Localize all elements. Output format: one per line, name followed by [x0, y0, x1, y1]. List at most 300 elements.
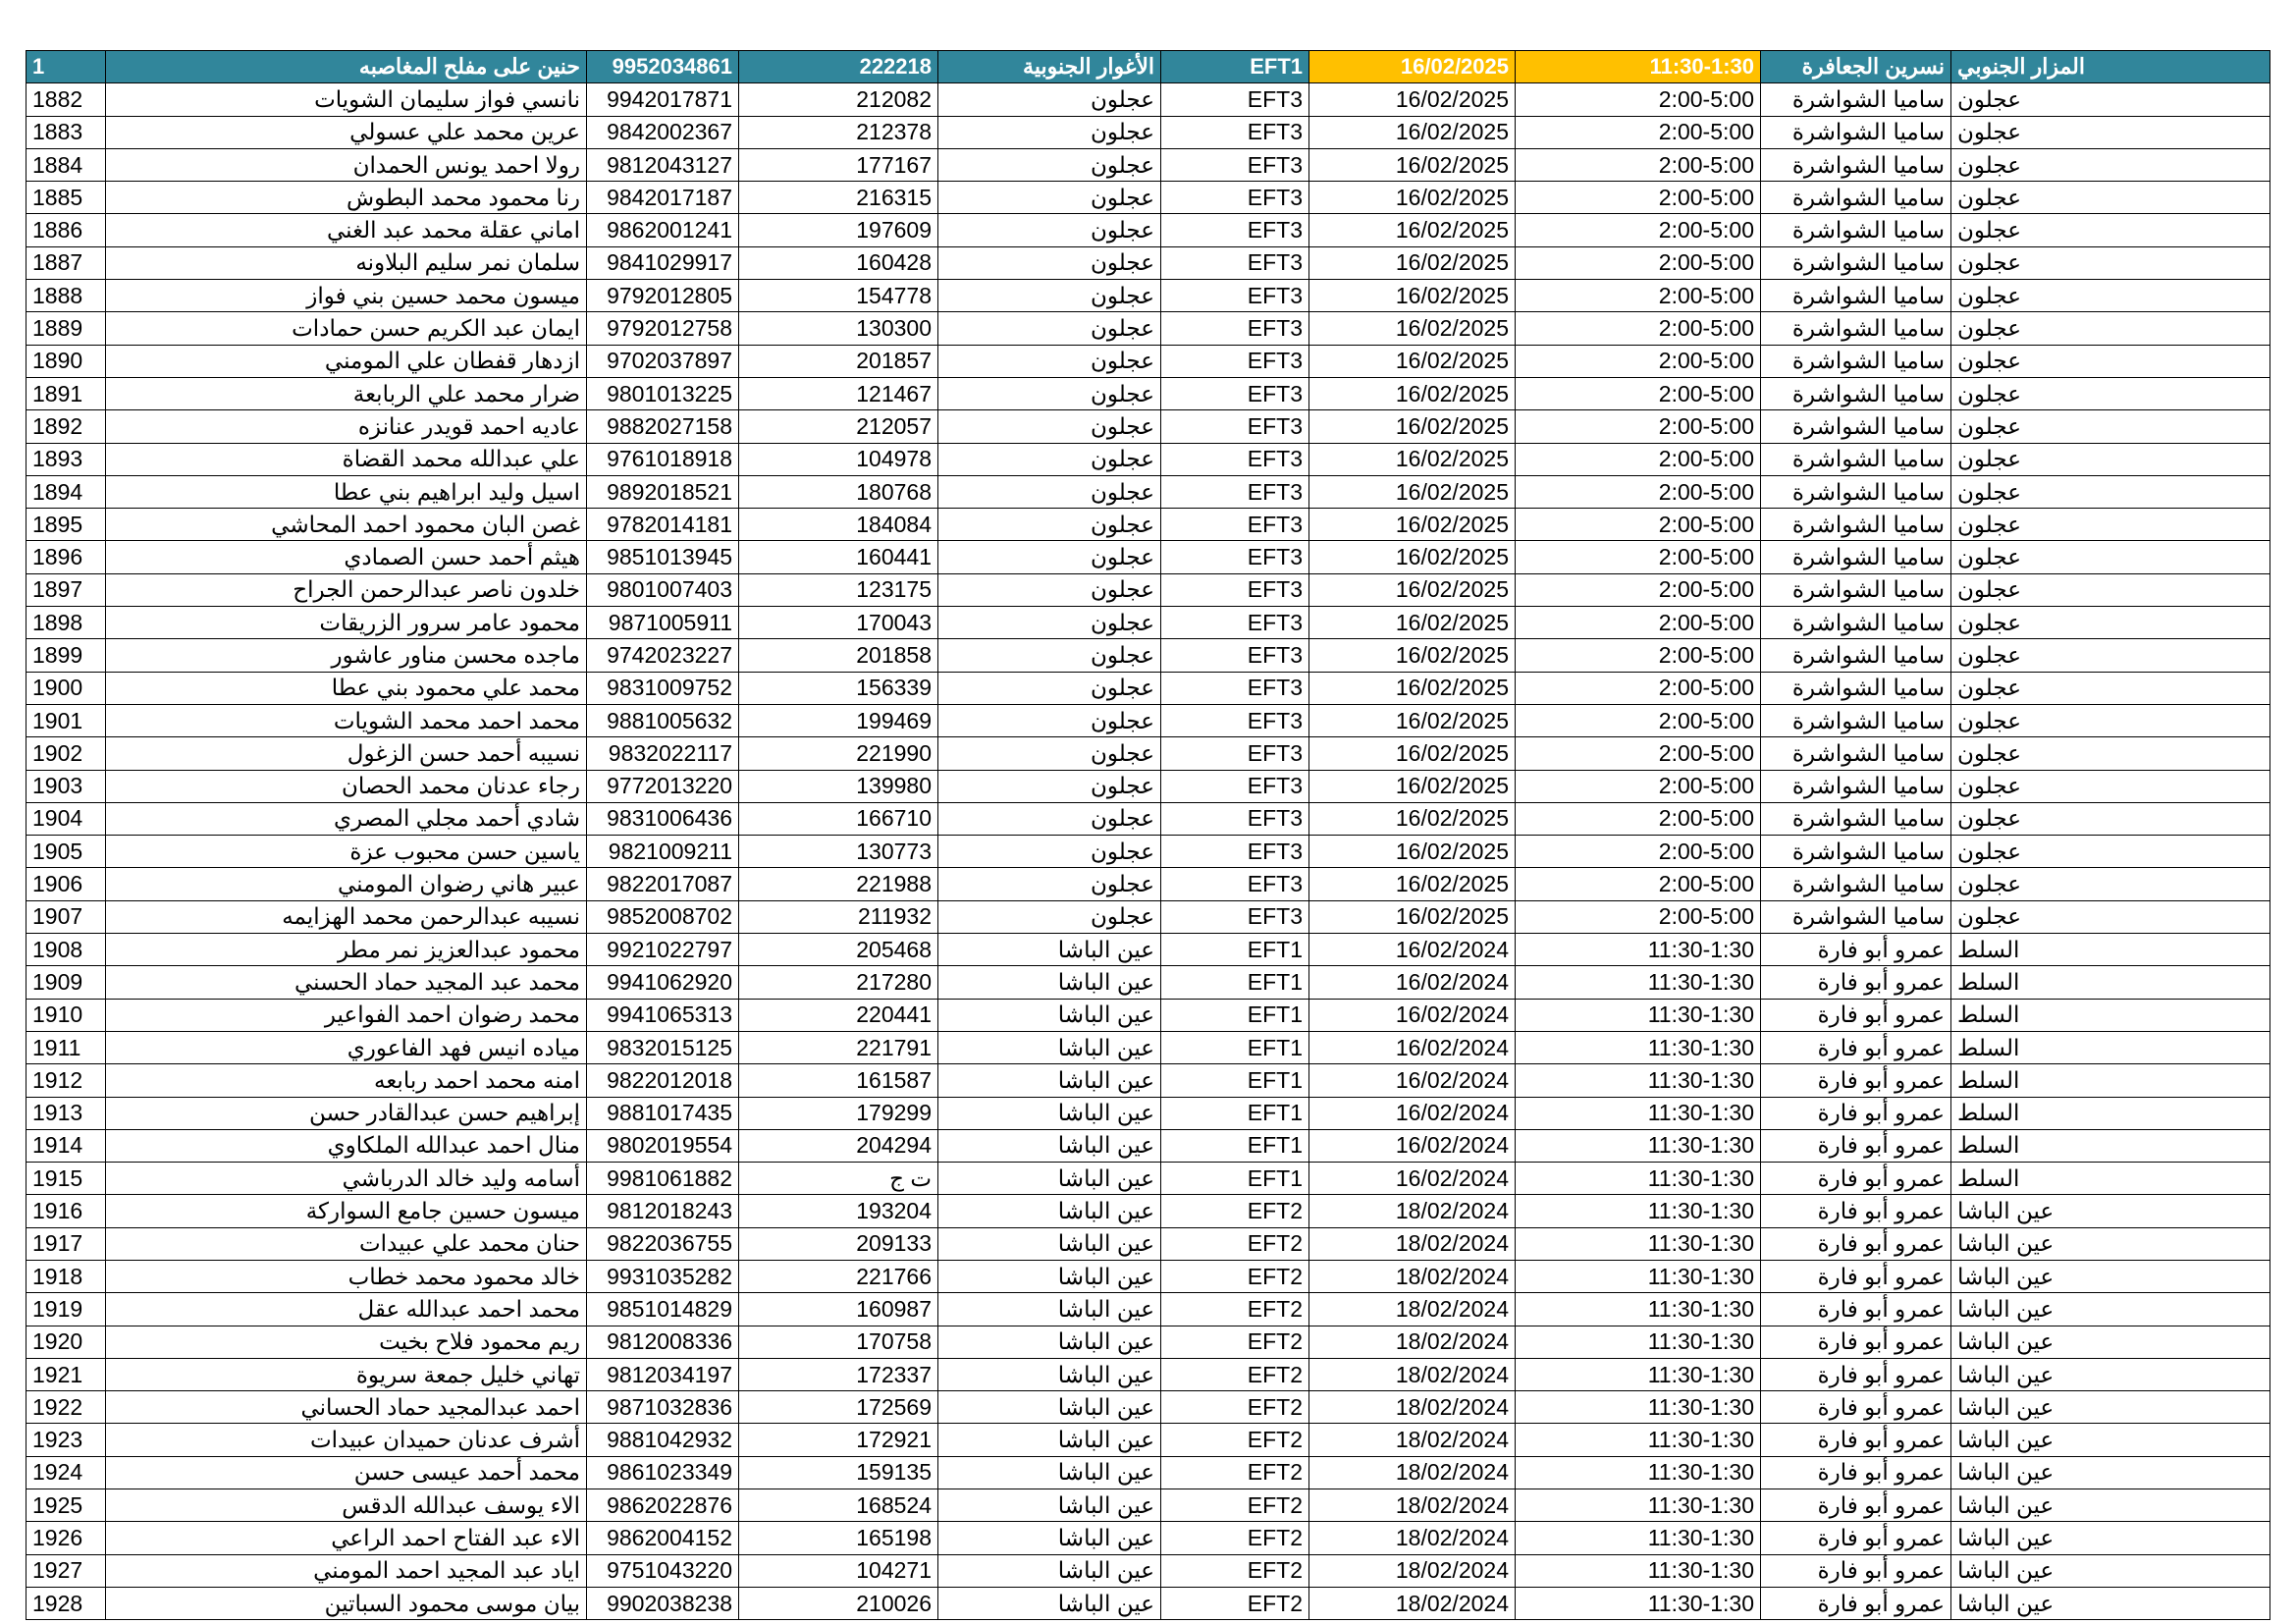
- cell-candidate-name: حنان محمد علي عبيدات: [106, 1227, 587, 1260]
- cell-supervisor: ساميا الشواشرة: [1761, 573, 1951, 606]
- cell-supervisor: عمرو أبو فارة: [1761, 1489, 1951, 1522]
- cell-exam-code: EFT3: [1161, 509, 1309, 541]
- cell-candidate-name: تهاني خليل جمعة سريوة: [106, 1358, 587, 1390]
- cell-exam-code: EFT2: [1161, 1227, 1309, 1260]
- cell-national-id: 9981061882: [587, 1163, 739, 1195]
- cell-national-id: 9861023349: [587, 1456, 739, 1489]
- cell-national-id: 9842017187: [587, 182, 739, 214]
- cell-exam-code: EFT3: [1161, 770, 1309, 802]
- cell-row-number: 1913: [27, 1097, 106, 1129]
- cell-exam-center: عين الباشا: [938, 1326, 1161, 1358]
- cell-exam-time: 2:00-5:00: [1516, 672, 1761, 704]
- cell-national-id: 9812008336: [587, 1326, 739, 1358]
- cell-exam-center: عجلون: [938, 737, 1161, 770]
- table-row: [27, 83, 2270, 116]
- cell-candidate-name: احمد عبدالمجيد حماد الحساني: [106, 1391, 587, 1424]
- cell-directorate: عجلون: [1951, 868, 2270, 900]
- cell-national-id: 9892018521: [587, 475, 739, 508]
- cell-exam-date: 18/02/2024: [1309, 1522, 1516, 1554]
- cell-candidate-name: رنا محمود محمد البطوش: [106, 182, 587, 214]
- cell-candidate-name: شادي أحمد مجلي المصري: [106, 802, 587, 835]
- table-row: [27, 443, 2270, 475]
- cell-supervisor: ساميا الشواشرة: [1761, 246, 1951, 279]
- cell-candidate-name: ريم محمود فلاح بخيت: [106, 1326, 587, 1358]
- cell-supervisor: عمرو أبو فارة: [1761, 1456, 1951, 1489]
- cell-candidate-code: 221791: [739, 1031, 938, 1063]
- cell-exam-date: 16/02/2025: [1309, 639, 1516, 672]
- header-cell-candidate-name: حنين على مفلح المغاصبه: [106, 51, 587, 83]
- cell-exam-time: 2:00-5:00: [1516, 410, 1761, 443]
- cell-exam-code: EFT3: [1161, 280, 1309, 312]
- table-row: [27, 410, 2270, 443]
- cell-candidate-name: خلدون ناصر عبدالرحمن الجراح: [106, 573, 587, 606]
- cell-exam-code: EFT2: [1161, 1326, 1309, 1358]
- cell-row-number: 1914: [27, 1129, 106, 1162]
- cell-row-number: 1921: [27, 1358, 106, 1390]
- cell-candidate-name: مياده انيس فهد الفاعوري: [106, 1031, 587, 1063]
- cell-exam-time: 2:00-5:00: [1516, 639, 1761, 672]
- cell-row-number: 1911: [27, 1031, 106, 1063]
- header-cell-exam-code: EFT1: [1161, 51, 1309, 83]
- cell-candidate-code: 217280: [739, 966, 938, 999]
- cell-exam-center: عين الباشا: [938, 1522, 1161, 1554]
- cell-exam-date: 18/02/2024: [1309, 1587, 1516, 1619]
- cell-supervisor: ساميا الشواشرة: [1761, 868, 1951, 900]
- cell-candidate-name: منال احمد عبدالله الملكاوي: [106, 1129, 587, 1162]
- cell-supervisor: ساميا الشواشرة: [1761, 312, 1951, 345]
- cell-national-id: 9862022876: [587, 1489, 739, 1522]
- cell-exam-date: 16/02/2025: [1309, 900, 1516, 933]
- cell-national-id: 9831009752: [587, 672, 739, 704]
- cell-exam-center: عجلون: [938, 900, 1161, 933]
- cell-row-number: 1923: [27, 1424, 106, 1456]
- cell-candidate-name: سلمان نمر سليم البلاونه: [106, 246, 587, 279]
- cell-national-id: 9702037897: [587, 345, 739, 377]
- cell-exam-code: EFT2: [1161, 1489, 1309, 1522]
- cell-exam-time: 2:00-5:00: [1516, 312, 1761, 345]
- cell-directorate: عين الباشا: [1951, 1587, 2270, 1619]
- cell-candidate-name: نانسي فواز سليمان الشويات: [106, 83, 587, 116]
- cell-exam-time: 2:00-5:00: [1516, 83, 1761, 116]
- cell-candidate-code: 130773: [739, 836, 938, 868]
- cell-supervisor: عمرو أبو فارة: [1761, 966, 1951, 999]
- cell-exam-date: 16/02/2025: [1309, 868, 1516, 900]
- cell-exam-date: 16/02/2025: [1309, 573, 1516, 606]
- cell-directorate: عين الباشا: [1951, 1293, 2270, 1326]
- cell-supervisor: ساميا الشواشرة: [1761, 672, 1951, 704]
- cell-candidate-code: 172569: [739, 1391, 938, 1424]
- cell-exam-time: 2:00-5:00: [1516, 182, 1761, 214]
- cell-exam-center: عجلون: [938, 836, 1161, 868]
- table-row: [27, 214, 2270, 246]
- cell-supervisor: عمرو أبو فارة: [1761, 1358, 1951, 1390]
- cell-directorate: عجلون: [1951, 607, 2270, 639]
- table-row: [27, 573, 2270, 606]
- cell-exam-date: 16/02/2024: [1309, 934, 1516, 966]
- cell-exam-date: 18/02/2024: [1309, 1260, 1516, 1292]
- cell-candidate-code: 179299: [739, 1097, 938, 1129]
- cell-directorate: السلط: [1951, 966, 2270, 999]
- cell-exam-code: EFT2: [1161, 1358, 1309, 1390]
- cell-exam-date: 16/02/2025: [1309, 509, 1516, 541]
- cell-supervisor: ساميا الشواشرة: [1761, 182, 1951, 214]
- cell-candidate-name: ياسين حسن محبوب عزة: [106, 836, 587, 868]
- cell-exam-time: 11:30-1:30: [1516, 1424, 1761, 1456]
- cell-candidate-code: 104271: [739, 1554, 938, 1587]
- cell-national-id: 9801007403: [587, 573, 739, 606]
- cell-candidate-code: 166710: [739, 802, 938, 835]
- cell-directorate: عجلون: [1951, 377, 2270, 409]
- cell-supervisor: عمرو أبو فارة: [1761, 1391, 1951, 1424]
- cell-exam-code: EFT1: [1161, 1031, 1309, 1063]
- cell-exam-code: EFT3: [1161, 377, 1309, 409]
- cell-national-id: 9941062920: [587, 966, 739, 999]
- cell-exam-center: عجلون: [938, 475, 1161, 508]
- cell-exam-center: عجلون: [938, 246, 1161, 279]
- cell-exam-time: 11:30-1:30: [1516, 1129, 1761, 1162]
- cell-row-number: 1907: [27, 900, 106, 933]
- cell-exam-time: 2:00-5:00: [1516, 377, 1761, 409]
- cell-directorate: عجلون: [1951, 345, 2270, 377]
- cell-row-number: 1917: [27, 1227, 106, 1260]
- cell-exam-time: 2:00-5:00: [1516, 868, 1761, 900]
- cell-exam-code: EFT2: [1161, 1391, 1309, 1424]
- cell-directorate: عجلون: [1951, 410, 2270, 443]
- cell-candidate-name: ميسون محمد حسين بني فواز: [106, 280, 587, 312]
- cell-row-number: 1912: [27, 1064, 106, 1097]
- cell-exam-code: EFT3: [1161, 900, 1309, 933]
- table-row: [27, 1031, 2270, 1063]
- table-row: [27, 1195, 2270, 1227]
- cell-row-number: 1915: [27, 1163, 106, 1195]
- cell-directorate: عجلون: [1951, 672, 2270, 704]
- table-row: [27, 246, 2270, 279]
- cell-row-number: 1896: [27, 541, 106, 573]
- cell-exam-code: EFT3: [1161, 312, 1309, 345]
- cell-directorate: عجلون: [1951, 83, 2270, 116]
- cell-candidate-code: 170043: [739, 607, 938, 639]
- cell-exam-center: عجلون: [938, 377, 1161, 409]
- cell-exam-time: 2:00-5:00: [1516, 116, 1761, 148]
- header-cell-national-id: 9952034861: [587, 51, 739, 83]
- cell-exam-date: 16/02/2025: [1309, 116, 1516, 148]
- cell-exam-code: EFT2: [1161, 1587, 1309, 1619]
- cell-candidate-code: 160428: [739, 246, 938, 279]
- cell-supervisor: ساميا الشواشرة: [1761, 148, 1951, 181]
- cell-candidate-name: إبراهيم حسن عبدالقادر حسن: [106, 1097, 587, 1129]
- table-row: [27, 1064, 2270, 1097]
- cell-exam-center: عين الباشا: [938, 1489, 1161, 1522]
- cell-supervisor: عمرو أبو فارة: [1761, 1326, 1951, 1358]
- cell-exam-code: EFT3: [1161, 246, 1309, 279]
- cell-directorate: عجلون: [1951, 639, 2270, 672]
- cell-directorate: عين الباشا: [1951, 1554, 2270, 1587]
- table-row: [27, 900, 2270, 933]
- table-row: [27, 770, 2270, 802]
- cell-exam-date: 16/02/2025: [1309, 704, 1516, 736]
- cell-exam-code: EFT3: [1161, 443, 1309, 475]
- cell-exam-center: عين الباشا: [938, 1031, 1161, 1063]
- cell-candidate-code: 197609: [739, 214, 938, 246]
- cell-directorate: عجلون: [1951, 148, 2270, 181]
- cell-candidate-code: 184084: [739, 509, 938, 541]
- table-row: [27, 704, 2270, 736]
- cell-directorate: عين الباشا: [1951, 1489, 2270, 1522]
- table-row: [27, 1163, 2270, 1195]
- cell-directorate: السلط: [1951, 999, 2270, 1031]
- cell-exam-code: EFT2: [1161, 1293, 1309, 1326]
- cell-exam-center: عجلون: [938, 116, 1161, 148]
- cell-exam-date: 18/02/2024: [1309, 1391, 1516, 1424]
- cell-national-id: 9871005911: [587, 607, 739, 639]
- cell-national-id: 9802019554: [587, 1129, 739, 1162]
- cell-candidate-code: 156339: [739, 672, 938, 704]
- cell-exam-date: 16/02/2025: [1309, 737, 1516, 770]
- cell-exam-center: عجلون: [938, 541, 1161, 573]
- cell-directorate: السلط: [1951, 1064, 2270, 1097]
- cell-row-number: 1906: [27, 868, 106, 900]
- cell-exam-center: عجلون: [938, 770, 1161, 802]
- cell-candidate-code: 168524: [739, 1489, 938, 1522]
- cell-row-number: 1893: [27, 443, 106, 475]
- cell-row-number: 1900: [27, 672, 106, 704]
- cell-candidate-code: 172337: [739, 1358, 938, 1390]
- cell-exam-date: 18/02/2024: [1309, 1456, 1516, 1489]
- cell-supervisor: ساميا الشواشرة: [1761, 836, 1951, 868]
- cell-candidate-code: 221988: [739, 868, 938, 900]
- cell-row-number: 1883: [27, 116, 106, 148]
- cell-row-number: 1891: [27, 377, 106, 409]
- cell-directorate: عجلون: [1951, 214, 2270, 246]
- cell-exam-time: 11:30-1:30: [1516, 1587, 1761, 1619]
- cell-exam-date: 16/02/2024: [1309, 999, 1516, 1031]
- cell-row-number: 1920: [27, 1326, 106, 1358]
- cell-national-id: 9881017435: [587, 1097, 739, 1129]
- table-row: [27, 1456, 2270, 1489]
- cell-supervisor: ساميا الشواشرة: [1761, 639, 1951, 672]
- cell-supervisor: ساميا الشواشرة: [1761, 704, 1951, 736]
- cell-exam-code: EFT3: [1161, 148, 1309, 181]
- cell-national-id: 9821009211: [587, 836, 739, 868]
- cell-national-id: 9851013945: [587, 541, 739, 573]
- cell-exam-date: 16/02/2024: [1309, 966, 1516, 999]
- cell-exam-time: 11:30-1:30: [1516, 934, 1761, 966]
- cell-exam-code: EFT3: [1161, 410, 1309, 443]
- header-row: [27, 51, 2270, 83]
- cell-row-number: 1924: [27, 1456, 106, 1489]
- cell-supervisor: ساميا الشواشرة: [1761, 377, 1951, 409]
- cell-row-number: 1928: [27, 1587, 106, 1619]
- cell-exam-date: 16/02/2025: [1309, 246, 1516, 279]
- cell-exam-center: عين الباشا: [938, 1391, 1161, 1424]
- cell-supervisor: ساميا الشواشرة: [1761, 900, 1951, 933]
- cell-exam-time: 2:00-5:00: [1516, 541, 1761, 573]
- cell-supervisor: عمرو أبو فارة: [1761, 1227, 1951, 1260]
- cell-directorate: عجلون: [1951, 116, 2270, 148]
- cell-exam-center: عين الباشا: [938, 999, 1161, 1031]
- cell-supervisor: ساميا الشواشرة: [1761, 280, 1951, 312]
- cell-exam-time: 11:30-1:30: [1516, 966, 1761, 999]
- cell-exam-center: عجلون: [938, 704, 1161, 736]
- cell-directorate: عين الباشا: [1951, 1424, 2270, 1456]
- cell-directorate: السلط: [1951, 1163, 2270, 1195]
- cell-supervisor: عمرو أبو فارة: [1761, 1064, 1951, 1097]
- table-row: [27, 672, 2270, 704]
- cell-exam-code: EFT3: [1161, 607, 1309, 639]
- cell-exam-time: 11:30-1:30: [1516, 1064, 1761, 1097]
- cell-national-id: 9822036755: [587, 1227, 739, 1260]
- cell-national-id: 9832022117: [587, 737, 739, 770]
- cell-candidate-code: 104978: [739, 443, 938, 475]
- cell-exam-time: 11:30-1:30: [1516, 1358, 1761, 1390]
- cell-national-id: 9822012018: [587, 1064, 739, 1097]
- cell-candidate-code: 221990: [739, 737, 938, 770]
- cell-exam-date: 16/02/2025: [1309, 443, 1516, 475]
- cell-candidate-name: الاء يوسف عبدالله الدقس: [106, 1489, 587, 1522]
- cell-exam-center: عجلون: [938, 802, 1161, 835]
- cell-row-number: 1899: [27, 639, 106, 672]
- table-row: [27, 541, 2270, 573]
- cell-directorate: السلط: [1951, 1097, 2270, 1129]
- cell-supervisor: عمرو أبو فارة: [1761, 934, 1951, 966]
- cell-exam-center: عين الباشا: [938, 1163, 1161, 1195]
- cell-supervisor: ساميا الشواشرة: [1761, 214, 1951, 246]
- cell-candidate-code: 216315: [739, 182, 938, 214]
- cell-exam-code: EFT3: [1161, 672, 1309, 704]
- cell-candidate-name: نسيبه أحمد حسن الزغول: [106, 737, 587, 770]
- cell-exam-center: عين الباشا: [938, 1227, 1161, 1260]
- cell-candidate-code: 209133: [739, 1227, 938, 1260]
- cell-exam-center: عجلون: [938, 573, 1161, 606]
- cell-national-id: 9812018243: [587, 1195, 739, 1227]
- cell-exam-date: 16/02/2025: [1309, 345, 1516, 377]
- table-row: [27, 509, 2270, 541]
- cell-directorate: عين الباشا: [1951, 1391, 2270, 1424]
- cell-exam-time: 2:00-5:00: [1516, 607, 1761, 639]
- cell-row-number: 1909: [27, 966, 106, 999]
- cell-exam-time: 11:30-1:30: [1516, 1489, 1761, 1522]
- cell-exam-code: EFT3: [1161, 475, 1309, 508]
- cell-exam-code: EFT3: [1161, 116, 1309, 148]
- header-cell-exam-time: 11:30-1:30: [1516, 51, 1761, 83]
- cell-exam-center: عجلون: [938, 148, 1161, 181]
- cell-national-id: 9852008702: [587, 900, 739, 933]
- cell-exam-time: 11:30-1:30: [1516, 1195, 1761, 1227]
- cell-directorate: عجلون: [1951, 280, 2270, 312]
- cell-candidate-name: عبير هاني رضوان المومني: [106, 868, 587, 900]
- cell-exam-code: EFT3: [1161, 836, 1309, 868]
- cell-exam-center: عجلون: [938, 672, 1161, 704]
- cell-row-number: 1885: [27, 182, 106, 214]
- table-row: [27, 148, 2270, 181]
- cell-candidate-name: ضرار محمد علي الربابعة: [106, 377, 587, 409]
- cell-candidate-name: محمد رضوان احمد الفواعير: [106, 999, 587, 1031]
- cell-exam-center: عجلون: [938, 443, 1161, 475]
- cell-exam-code: EFT3: [1161, 573, 1309, 606]
- cell-exam-time: 2:00-5:00: [1516, 836, 1761, 868]
- cell-exam-date: 16/02/2025: [1309, 148, 1516, 181]
- cell-row-number: 1894: [27, 475, 106, 508]
- cell-exam-center: عجلون: [938, 607, 1161, 639]
- cell-exam-code: EFT3: [1161, 802, 1309, 835]
- table-row: [27, 1391, 2270, 1424]
- cell-exam-time: 2:00-5:00: [1516, 900, 1761, 933]
- table-row: [27, 1358, 2270, 1390]
- cell-exam-date: 18/02/2024: [1309, 1358, 1516, 1390]
- cell-exam-date: 18/02/2024: [1309, 1554, 1516, 1587]
- cell-national-id: 9882027158: [587, 410, 739, 443]
- cell-candidate-name: ماجده محسن مناور عاشور: [106, 639, 587, 672]
- cell-supervisor: عمرو أبو فارة: [1761, 1293, 1951, 1326]
- cell-supervisor: ساميا الشواشرة: [1761, 345, 1951, 377]
- cell-supervisor: عمرو أبو فارة: [1761, 1031, 1951, 1063]
- cell-national-id: 9941065313: [587, 999, 739, 1031]
- cell-row-number: 1902: [27, 737, 106, 770]
- cell-directorate: عين الباشا: [1951, 1195, 2270, 1227]
- cell-exam-code: EFT3: [1161, 182, 1309, 214]
- cell-candidate-code: 172921: [739, 1424, 938, 1456]
- cell-supervisor: عمرو أبو فارة: [1761, 1097, 1951, 1129]
- cell-national-id: 9881005632: [587, 704, 739, 736]
- header-cell-supervisor: نسرين الجعافرة: [1761, 51, 1951, 83]
- cell-directorate: السلط: [1951, 1129, 2270, 1162]
- cell-row-number: 1904: [27, 802, 106, 835]
- cell-row-number: 1892: [27, 410, 106, 443]
- cell-candidate-code: 205468: [739, 934, 938, 966]
- cell-exam-code: EFT1: [1161, 966, 1309, 999]
- cell-candidate-name: بيان موسى محمود السباتين: [106, 1587, 587, 1619]
- table-row: [27, 802, 2270, 835]
- cell-row-number: 1908: [27, 934, 106, 966]
- cell-candidate-name: رجاء عدنان محمد الحصان: [106, 770, 587, 802]
- cell-exam-code: EFT3: [1161, 737, 1309, 770]
- cell-exam-code: EFT2: [1161, 1522, 1309, 1554]
- cell-exam-date: 16/02/2025: [1309, 836, 1516, 868]
- cell-candidate-name: هيثم أحمد حسن الصمادي: [106, 541, 587, 573]
- table-row: [27, 607, 2270, 639]
- cell-directorate: عجلون: [1951, 443, 2270, 475]
- cell-exam-center: عجلون: [938, 410, 1161, 443]
- cell-directorate: السلط: [1951, 934, 2270, 966]
- cell-exam-date: 16/02/2025: [1309, 541, 1516, 573]
- cell-exam-code: EFT3: [1161, 345, 1309, 377]
- cell-exam-time: 2:00-5:00: [1516, 345, 1761, 377]
- cell-exam-center: عجلون: [938, 83, 1161, 116]
- cell-row-number: 1918: [27, 1260, 106, 1292]
- cell-national-id: 9812043127: [587, 148, 739, 181]
- cell-exam-date: 18/02/2024: [1309, 1489, 1516, 1522]
- cell-candidate-code: 161587: [739, 1064, 938, 1097]
- cell-exam-center: عين الباشا: [938, 1587, 1161, 1619]
- cell-candidate-name: ميسون حسين جامع السواركة: [106, 1195, 587, 1227]
- cell-supervisor: ساميا الشواشرة: [1761, 802, 1951, 835]
- cell-exam-time: 11:30-1:30: [1516, 1456, 1761, 1489]
- cell-supervisor: ساميا الشواشرة: [1761, 770, 1951, 802]
- cell-directorate: عجلون: [1951, 475, 2270, 508]
- cell-directorate: عين الباشا: [1951, 1522, 2270, 1554]
- table-row: [27, 116, 2270, 148]
- cell-candidate-name: أسامه وليد خالد الدرباشي: [106, 1163, 587, 1195]
- cell-candidate-code: 212378: [739, 116, 938, 148]
- schedule-table: [26, 50, 2270, 1620]
- cell-row-number: 1888: [27, 280, 106, 312]
- cell-candidate-name: نسيبه عبدالرحمن محمد الهزايمه: [106, 900, 587, 933]
- cell-row-number: 1919: [27, 1293, 106, 1326]
- cell-exam-code: EFT2: [1161, 1456, 1309, 1489]
- cell-directorate: عين الباشا: [1951, 1358, 2270, 1390]
- cell-row-number: 1922: [27, 1391, 106, 1424]
- cell-national-id: 9792012758: [587, 312, 739, 345]
